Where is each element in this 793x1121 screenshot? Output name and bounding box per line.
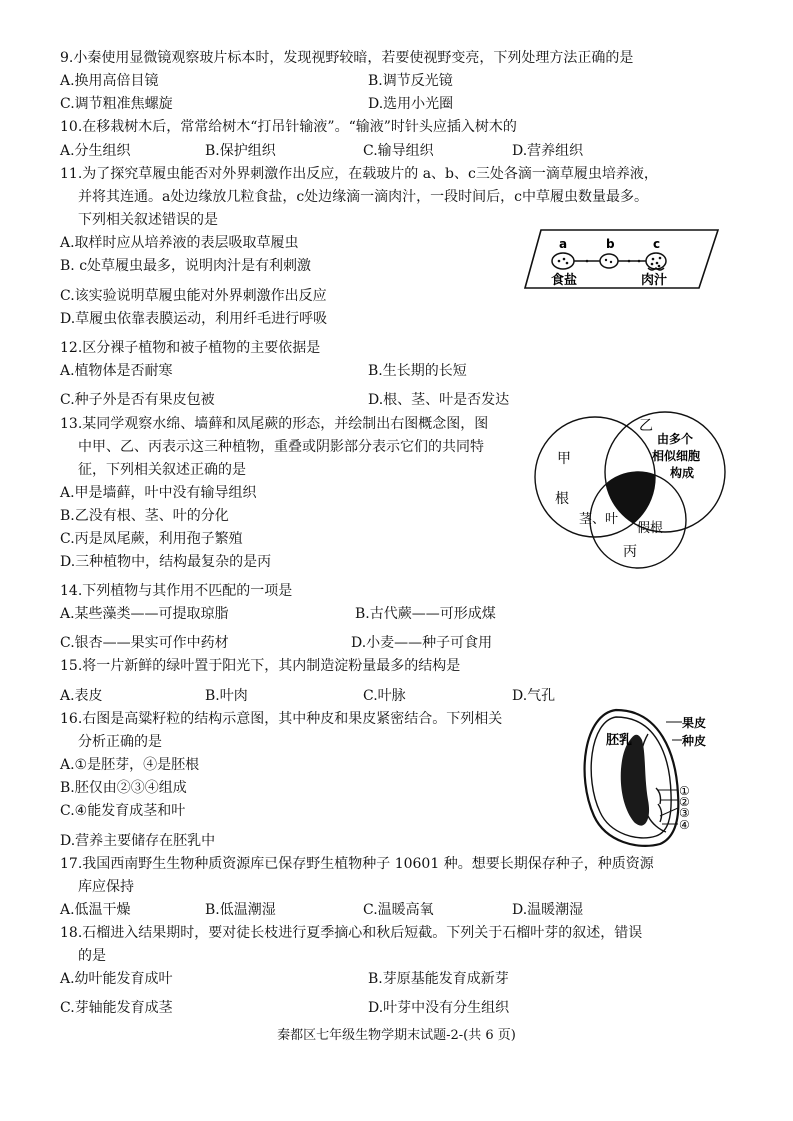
label-3: ③ <box>679 806 690 820</box>
label-yi: 乙 <box>639 418 653 434</box>
q14-option-a: A.某些藻类——可提取琼脂 <box>60 606 229 622</box>
q11-option-c: C.该实验说明草履虫能对外界刺激作出反应 <box>60 288 327 304</box>
q9-option-d: D.选用小光圈 <box>368 96 454 112</box>
q12-option-c: C.种子外是否有果皮包被 <box>60 392 215 408</box>
q12-option-d: D.根、茎、叶是否发达 <box>368 392 510 408</box>
q18-option-d: D.叶芽中没有分生组织 <box>368 1000 510 1016</box>
q13-option-c: C.丙是凤尾蕨，利用孢子繁殖 <box>60 531 243 547</box>
q18-option-a: A.幼叶能发育成叶 <box>60 971 173 987</box>
label-juice: 肉汁 <box>641 273 668 288</box>
q12-option-a: A.植物体是否耐寒 <box>60 363 173 379</box>
q13-option-d: D.三种植物中，结构最复杂的是丙 <box>60 554 272 570</box>
q12-stem: 12.区分裸子植物和被子植物的主要依据是 <box>60 340 321 356</box>
q16-option-a: A.①是胚芽，④是胚根 <box>60 757 200 773</box>
q13-stem-line1: 13.某同学观察水绵、墙藓和凤尾蕨的形态，并绘制出右图概念图，图 <box>60 416 489 432</box>
q16-option-c: C.④能发育成茎和叶 <box>60 803 186 819</box>
q10-option-b: B.保护组织 <box>205 143 276 159</box>
label-b: b <box>606 237 615 251</box>
q16-option-d: D.营养主要储存在胚乳中 <box>60 833 216 849</box>
q17-option-b: B.低温潮湿 <box>205 902 276 918</box>
q10-option-d: D.营养组织 <box>512 143 584 159</box>
q11-option-a: A.取样时应从培养液的表层吸取草履虫 <box>60 235 299 251</box>
label-a: a <box>559 237 568 251</box>
slide-diagram <box>523 226 719 290</box>
q14-option-c: C.银杏——果实可作中药材 <box>60 635 229 651</box>
q14-option-d: D.小麦——种子可食用 <box>351 635 493 651</box>
drop-c <box>646 253 666 269</box>
label-gen: 根 <box>555 491 569 507</box>
q10-option-c: C.输导组织 <box>363 143 434 159</box>
label-multi3: 构成 <box>670 466 695 480</box>
q13-option-a: A.甲是墙藓，叶中没有输导组织 <box>60 485 257 501</box>
q11-option-d: D.草履虫依靠表膜运动，利用纤毛进行呼吸 <box>60 311 328 327</box>
page-footer: 秦都区七年级生物学期末试题-2-(共 6 页) <box>277 1028 516 1043</box>
label-multi1: 由多个 <box>657 432 694 446</box>
label-bing: 丙 <box>623 544 637 560</box>
label-c: c <box>653 237 661 251</box>
sorghum-grain-diagram <box>578 704 718 854</box>
venn-diagram <box>533 410 729 570</box>
label-multi2: 相似细胞 <box>652 449 701 463</box>
label-seedcoat: 种皮 <box>682 734 707 748</box>
q11-stem-line3: 下列相关叙述错误的是 <box>78 212 218 228</box>
label-pericarp: 果皮 <box>682 716 707 730</box>
drop-a <box>552 253 574 269</box>
q15-option-c: C.叶脉 <box>363 688 406 704</box>
label-jia: 甲 <box>557 451 571 467</box>
q15-option-b: B.叶肉 <box>205 688 248 704</box>
q9-option-c: C.调节粗准焦螺旋 <box>60 96 173 112</box>
circle-yi <box>605 412 725 532</box>
q15-option-a: A.表皮 <box>60 688 103 704</box>
q17-option-d: D.温暖潮湿 <box>512 902 584 918</box>
label-jiagen: 假根 <box>637 521 664 536</box>
label-jingye: 茎、叶 <box>579 512 619 527</box>
q9-stem: 9.小秦使用显微镜观察玻片标本时，发现视野较暗，若要使视野变亮，下列处理方法正确的是 <box>60 50 634 66</box>
q16-stem-line1: 16.右图是高粱籽粒的结构示意图，其中种皮和果皮紧密结合。下列相关 <box>60 711 503 727</box>
q10-stem: 10.在移栽树木后，常常给树木“打吊针输液”。“输液”时针头应插入树木的 <box>60 119 517 135</box>
q17-stem-line2: 库应保持 <box>78 879 134 895</box>
q17-stem-line1: 17.我国西南野生生物种质资源库已保存野生植物种子 10601 种。想要长期保存种子，种质资源 <box>60 856 654 872</box>
q16-option-b: B.胚仅由②③④组成 <box>60 780 187 796</box>
q10-option-a: A.分生组织 <box>60 143 131 159</box>
q18-option-b: B.芽原基能发育成新芽 <box>368 971 509 987</box>
q17-option-c: C.温暖高氧 <box>363 902 434 918</box>
q13-stem-line2: 中甲、乙、丙表示这三种植物，重叠或阴影部分表示它们的共同特 <box>78 439 484 455</box>
q9-option-a: A.换用高倍目镜 <box>60 73 159 89</box>
label-salt: 食盐 <box>551 273 578 288</box>
q14-option-b: B.古代蕨——可形成煤 <box>355 606 496 622</box>
q11-stem-line1: 11.为了探究草履虫能否对外界刺激作出反应，在载玻片的 a、b、c三处各滴一滴草履虫培养液， <box>60 166 658 182</box>
q18-stem-line1: 18.石榴进入结果期时，要对徒长枝进行夏季摘心和秋后短截。下列关于石榴叶芽的叙述，错误 <box>60 925 643 941</box>
q11-stem-line2: 并将其连通。a处边缘放几粒食盐，c处边缘滴一滴肉汁，一段时间后，c中草履虫数量最多。 <box>78 189 649 205</box>
label-1: ① <box>679 784 690 798</box>
q15-option-d: D.气孔 <box>512 688 556 704</box>
q14-stem: 14.下列植物与其作用不匹配的一项是 <box>60 583 293 599</box>
label-4: ④ <box>679 818 690 832</box>
q18-stem-line2: 的是 <box>78 948 106 964</box>
label-2: ② <box>679 795 690 809</box>
q18-option-c: C.芽轴能发育成茎 <box>60 1000 173 1016</box>
q15-stem: 15.将一片新鲜的绿叶置于阳光下，其内制造淀粉量最多的结构是 <box>60 658 461 674</box>
q17-option-a: A.低温干燥 <box>60 902 131 918</box>
label-endosperm: 胚乳 <box>606 733 633 748</box>
drop-b <box>600 254 618 268</box>
q11-option-b: B. c处草履虫最多，说明肉汁是有利刺激 <box>60 258 312 274</box>
q13-stem-line3: 征，下列相关叙述正确的是 <box>78 462 246 478</box>
q9-option-b: B.调节反光镜 <box>368 73 453 89</box>
q16-stem-line2: 分析正确的是 <box>78 734 162 750</box>
q12-option-b: B.生长期的长短 <box>368 363 467 379</box>
q13-option-b: B.乙没有根、茎、叶的分化 <box>60 508 229 524</box>
